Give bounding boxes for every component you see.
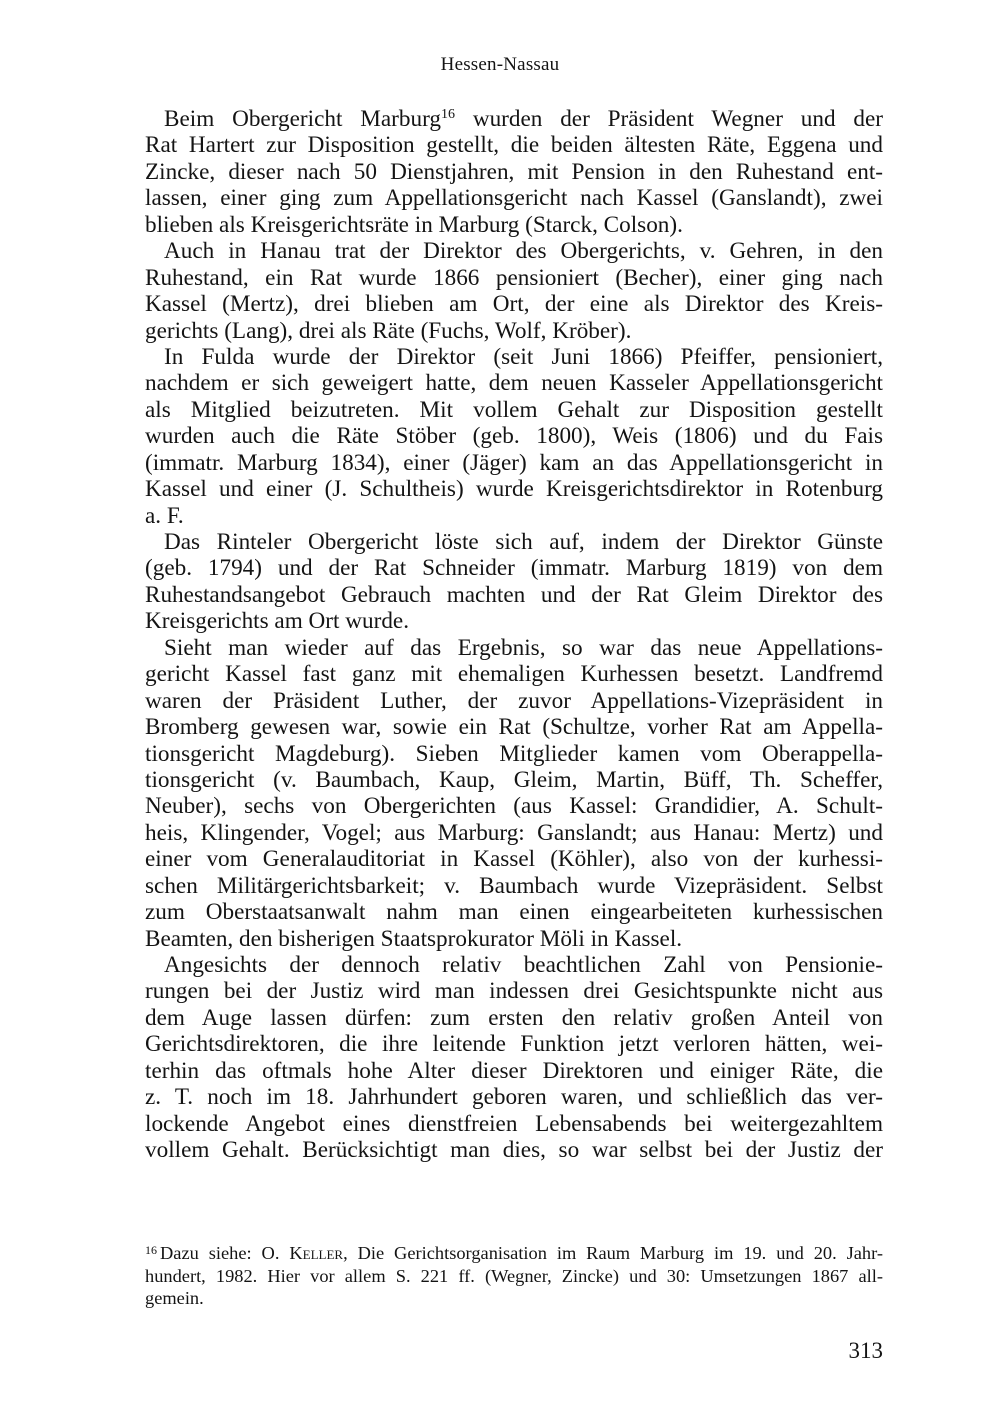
text-line: tionsgericht (v. Baumbach, Kaup, Gleim, Martin, Büff, Th. Scheffer, [145, 766, 883, 793]
text-line: gerichts (Lang), drei als Räte (Fuchs, Wolf, Kröber). [145, 317, 632, 344]
text-line: heis, Klingender, Vogel; aus Marburg: Ganslandt; aus Hanau: Mertz) und [145, 819, 883, 846]
text-line: Neuber), sechs von Obergerichten (aus Kassel: Grandidier, A. Schult- [145, 793, 883, 820]
footnote-number: 16 [145, 1243, 157, 1257]
text-line: Zincke, dieser nach 50 Dienstjahren, mit Pension in den Ruhestand ent- [145, 158, 883, 185]
text-line: dem Auge lassen dürfen: zum ersten den relativ großen Anteil von [145, 1004, 883, 1031]
page-number: 313 [848, 1338, 883, 1363]
text-line: (immatr. Marburg 1834), einer (Jäger) kam an das Appellationsgericht in [145, 449, 883, 476]
text-line: wurden auch die Räte Stöber (geb. 1800), Weis (1806) und du Fais [145, 423, 883, 450]
text-line: Sieht man wieder auf das Ergebnis, so war das neue Appellations- [164, 634, 883, 661]
text-line: als Mitglied beizutreten. Mit vollem Gehalt zur Disposition gestellt [145, 396, 883, 423]
text-line: a. F. [145, 502, 184, 529]
text-line: Bromberg gewesen war, sowie ein Rat (Schultze, vorher Rat am Appella- [145, 714, 883, 741]
text-line: In Fulda wurde der Direktor (seit Juni 1866) Pfeiffer, pensioniert, [164, 343, 883, 370]
body-text [145, 106, 883, 1164]
text-line: einer vom Generalauditoriat in Kassel (Köhler), also von der kurhessi- [145, 846, 883, 873]
paragraph [145, 635, 883, 952]
text-line: rungen bei der Justiz wird man indessen drei Gesichtspunkte nicht aus [145, 978, 883, 1005]
footnote-line [145, 1242, 883, 1265]
text-line: Ruhestandsangebot Gebrauch machten und der Rat Gleim Direktor des [145, 581, 883, 608]
paragraph [145, 106, 883, 238]
footnote-line: gemein. [145, 1288, 204, 1308]
footnote-reference: 16 [440, 107, 455, 122]
text-line: Kassel und einer (J. Schultheis) wurde Kreisgerichtsdirektor in Rotenburg [145, 476, 883, 503]
text-line: nachdem er sich geweigert hatte, dem neuen Kasseler Appellationsgericht [145, 370, 883, 397]
text-line: terhin das oftmals hohe Alter dieser Direktoren und einiger Räte, die [145, 1057, 883, 1084]
text-line: waren der Präsident Luther, der zuvor Appellations-Vizepräsident in [145, 687, 883, 714]
text-line: tionsgericht Magdeburg). Sieben Mitglieder kamen vom Oberappella- [145, 740, 883, 767]
text-segment: Beim Obergericht Marburg [164, 106, 441, 132]
text-line: Kreisgerichts am Ort wurde. [145, 608, 409, 635]
text-line: vollem Gehalt. Berücksichtigt man dies, so war selbst bei der Justiz der [145, 1137, 883, 1164]
text-line: Angesichts der dennoch relativ beachtlichen Zahl von Pensionie- [164, 952, 883, 978]
text-line [145, 106, 883, 132]
text-line: Auch in Hanau trat der Direktor des Obergerichts, v. Gehren, in den [164, 238, 883, 265]
text-line: Ruhestand, ein Rat wurde 1866 pensioniert (Becher), einer ging nach [145, 264, 883, 291]
paragraph [145, 344, 883, 529]
text-line: Gerichtsdirektoren, die ihre leitende Funktion jetzt verloren hätten, wei- [145, 1031, 883, 1058]
footnote [145, 1242, 883, 1310]
footnote-author: Keller [289, 1243, 344, 1263]
text-line: gericht Kassel fast ganz mit ehemaligen Kurhessen besetzt. Landfremd [145, 661, 883, 688]
paragraph [145, 952, 883, 1164]
text-line: (geb. 1794) und der Rat Schneider (immatr. Marburg 1819) von dem [145, 555, 883, 582]
text-line: Beamten, den bisherigen Staatsprokurator Möli in Kassel. [145, 925, 683, 952]
text-line: lassen, einer ging zum Appellationsgericht nach Kassel (Ganslandt), zwei [145, 185, 883, 212]
text-segment: wurden der Präsident Wegner und der [454, 106, 883, 132]
text-line: Das Rinteler Obergericht löste sich auf, indem der Direktor Günste [164, 529, 883, 555]
text-line: schen Militärgerichtsbarkeit; v. Baumbach wurde Vizepräsident. Selbst [145, 872, 883, 899]
footnote-line: hundert, 1982. Hier vor allem S. 221 ff. (Wegner, Zincke) und 30: Umsetzungen 1867 all- [145, 1265, 883, 1286]
text-line: lockende Angebot eines dienstfreien Lebensabends bei weitergezahltem [145, 1110, 883, 1137]
text-line: zum Oberstaatsanwalt nahm man einen eingearbeiteten kurhessischen [145, 899, 883, 926]
running-head: Hessen-Nassau [440, 54, 560, 75]
paragraph [145, 529, 883, 635]
text-line: Rat Hartert zur Disposition gestellt, die beiden ältesten Räte, Eggena und [145, 132, 883, 159]
paragraph [145, 238, 883, 344]
text-line: blieben als Kreisgerichtsräte in Marburg (Starck, Colson). [145, 211, 683, 238]
footnote-text: , Die Gerichtsorganisation im Raum Marburg im 19. und 20. Jahr- [343, 1243, 884, 1263]
text-line: z. T. noch im 18. Jahrhundert geboren waren, und schließlich das ver- [145, 1084, 883, 1111]
text-line: Kassel (Mertz), drei blieben am Ort, der eine als Direktor des Kreis- [145, 291, 883, 318]
footnote-text: Dazu siehe: O. [160, 1243, 290, 1263]
